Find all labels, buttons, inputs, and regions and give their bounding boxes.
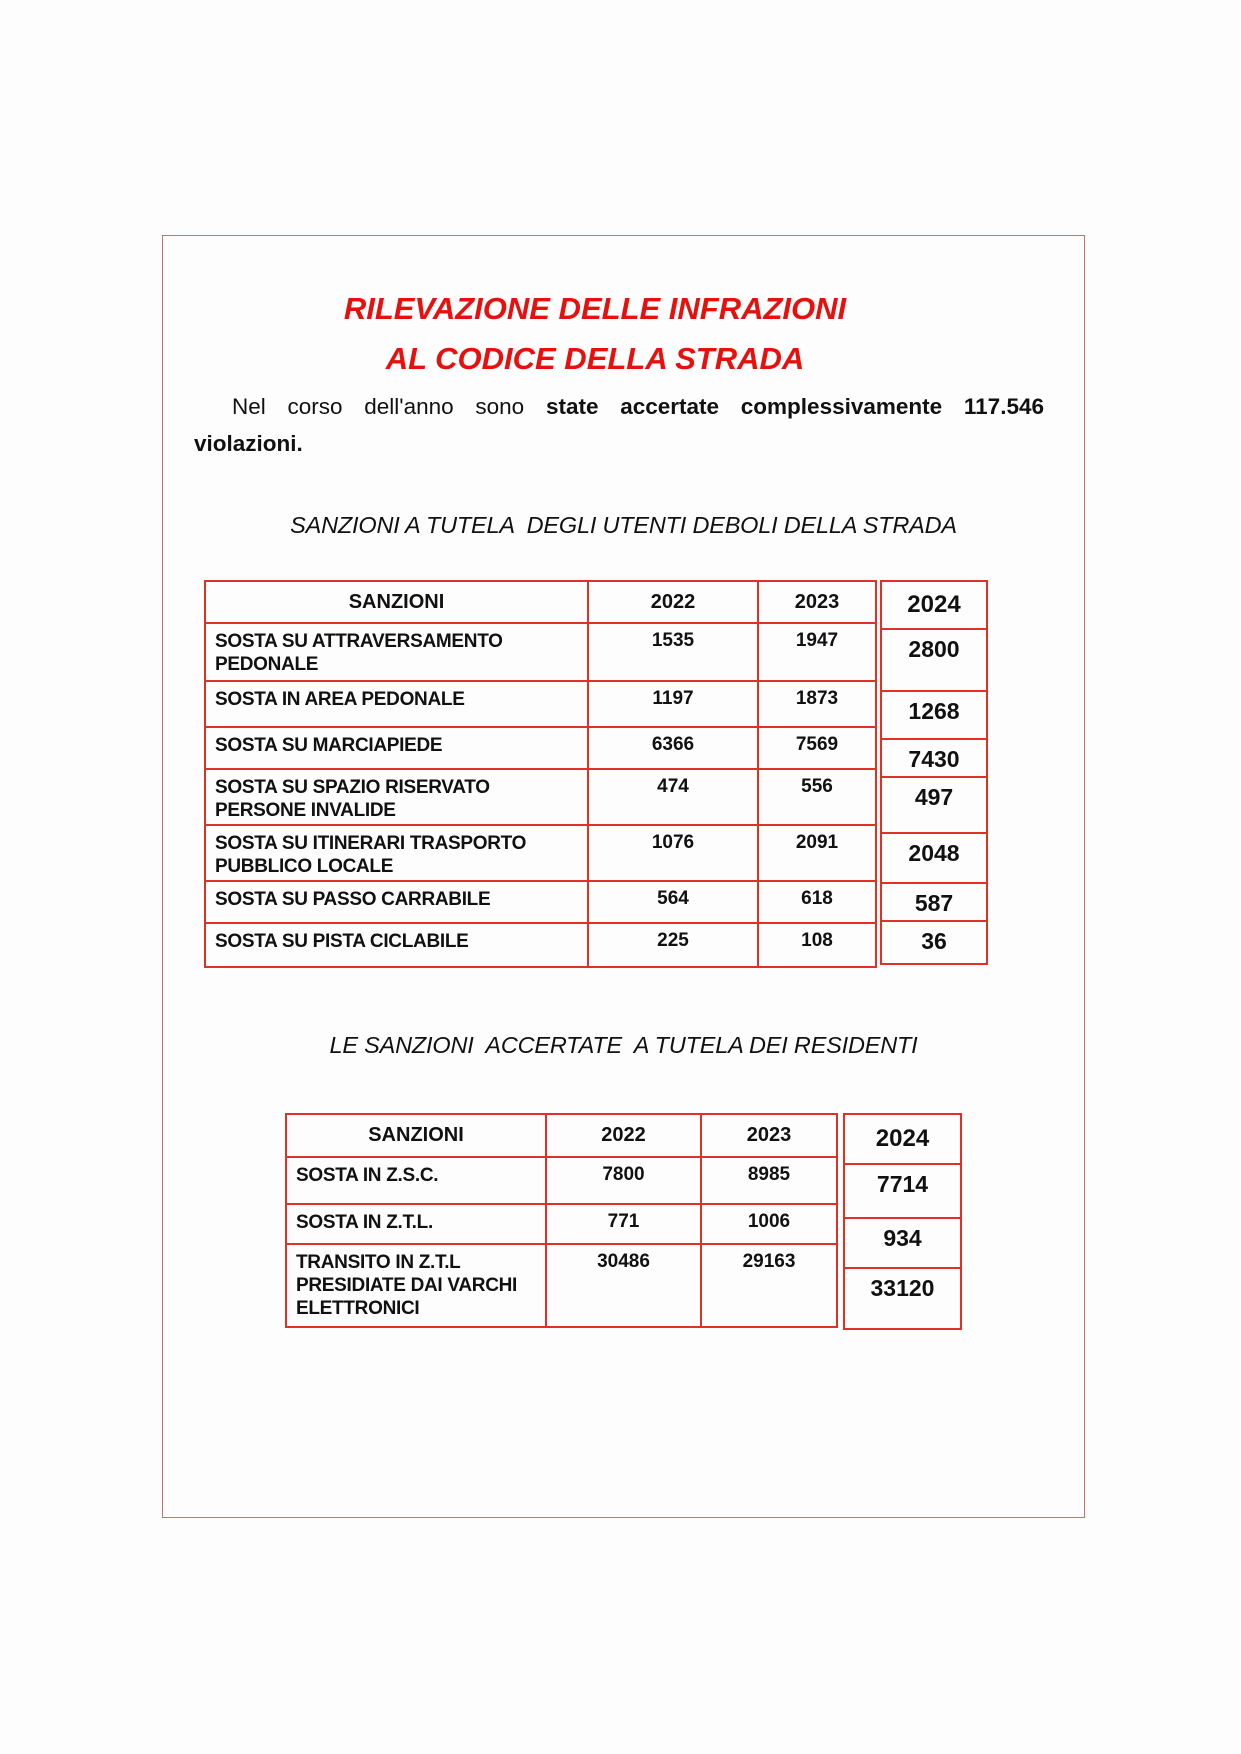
value-2022: 6366: [588, 727, 758, 769]
value-2024: 497: [882, 778, 986, 834]
intro-paragraph: [194, 388, 1044, 462]
value-2023: 1947: [758, 623, 876, 681]
document-title: [162, 284, 1028, 384]
table-row: [286, 1204, 837, 1244]
value-2023: 556: [758, 769, 876, 825]
column-header-2024: 2024: [845, 1115, 960, 1165]
column-header: SANZIONI: [205, 581, 588, 623]
header-row: [205, 581, 876, 623]
value-2023: 7569: [758, 727, 876, 769]
row-label: SOSTA IN Z.S.C.: [286, 1157, 546, 1204]
table-row: [205, 769, 876, 825]
row-label: SOSTA SU PASSO CARRABILE: [205, 881, 588, 923]
value-2024: 587: [882, 884, 986, 922]
row-label: SOSTA IN AREA PEDONALE: [205, 681, 588, 727]
value-2024: 33120: [870, 1275, 935, 1301]
value-2022: 1076: [588, 825, 758, 881]
table-row: [286, 1244, 837, 1327]
value-2024: 36: [921, 928, 947, 954]
table-utenti-deboli-2024-column: [880, 580, 988, 965]
value-2024: 2800: [882, 630, 986, 692]
column-header: 2023: [701, 1114, 837, 1157]
table-row: [205, 681, 876, 727]
value-2022: 1535: [588, 623, 758, 681]
section2-heading: LE SANZIONI ACCERTATE A TUTELA DEI RESIDENTI: [329, 1032, 918, 1058]
column-header: 2022: [546, 1114, 701, 1157]
table-residenti-2024-column: [843, 1113, 962, 1330]
title-line-2: AL CODICE DELLA STRADA: [385, 341, 805, 376]
row-label: TRANSITO IN Z.T.L PRESIDIATE DAI VARCHI ELETTRONICI: [286, 1244, 546, 1327]
table-utenti-deboli: [204, 580, 961, 968]
intro-text-bold: state accertate complessivamente 117.546 violazioni.: [194, 394, 1044, 456]
table-residenti-main: [285, 1113, 838, 1328]
value-2023: 618: [758, 881, 876, 923]
value-2023: 8985: [701, 1157, 837, 1204]
value-2024: 7430: [882, 740, 986, 778]
title-line-1: RILEVAZIONE DELLE INFRAZIONI: [343, 291, 847, 326]
value-2024: 7714: [845, 1165, 960, 1219]
table-row: [205, 825, 876, 881]
value-2024: 1268: [882, 692, 986, 740]
value-2023: 108: [758, 923, 876, 967]
column-header: 2023: [758, 581, 876, 623]
table-row: [286, 1157, 837, 1204]
value-2024: 2048: [882, 834, 986, 884]
row-label: SOSTA SU PISTA CICLABILE: [205, 923, 588, 967]
intro-text-normal: Nel corso dell'anno sono: [232, 394, 525, 419]
row-label: SOSTA SU SPAZIO RISERVATO PERSONE INVALIDE: [205, 769, 588, 825]
value-2023: 2091: [758, 825, 876, 881]
value-2022: 771: [546, 1204, 701, 1244]
value-2023: 1006: [701, 1204, 837, 1244]
table-row: [205, 881, 876, 923]
column-header: 2022: [588, 581, 758, 623]
value-2022: 564: [588, 881, 758, 923]
value-2023: 1873: [758, 681, 876, 727]
table-residenti: [285, 1113, 935, 1328]
table-row: [205, 623, 876, 681]
value-2022: 1197: [588, 681, 758, 727]
row-label: SOSTA SU MARCIAPIEDE: [205, 727, 588, 769]
value-2024: 934: [845, 1219, 960, 1269]
value-2022: 7800: [546, 1157, 701, 1204]
value-2022: 225: [588, 923, 758, 967]
column-header-2024: 2024: [882, 582, 986, 630]
column-header: SANZIONI: [286, 1114, 546, 1157]
value-2022: 30486: [546, 1244, 701, 1327]
value-2023: 29163: [701, 1244, 837, 1327]
row-label: SOSTA SU ATTRAVERSAMENTO PEDONALE: [205, 623, 588, 681]
value-2022: 474: [588, 769, 758, 825]
header-row: [286, 1114, 837, 1157]
table-row: [205, 923, 876, 967]
table-utenti-deboli-main: [204, 580, 877, 968]
row-label: SOSTA SU ITINERARI TRASPORTO PUBBLICO LOCALE: [205, 825, 588, 881]
row-label: SOSTA IN Z.T.L.: [286, 1204, 546, 1244]
section1-heading: SANZIONI A TUTELA DEGLI UTENTI DEBOLI DELLA STRADA: [290, 512, 957, 538]
table-row: [205, 727, 876, 769]
